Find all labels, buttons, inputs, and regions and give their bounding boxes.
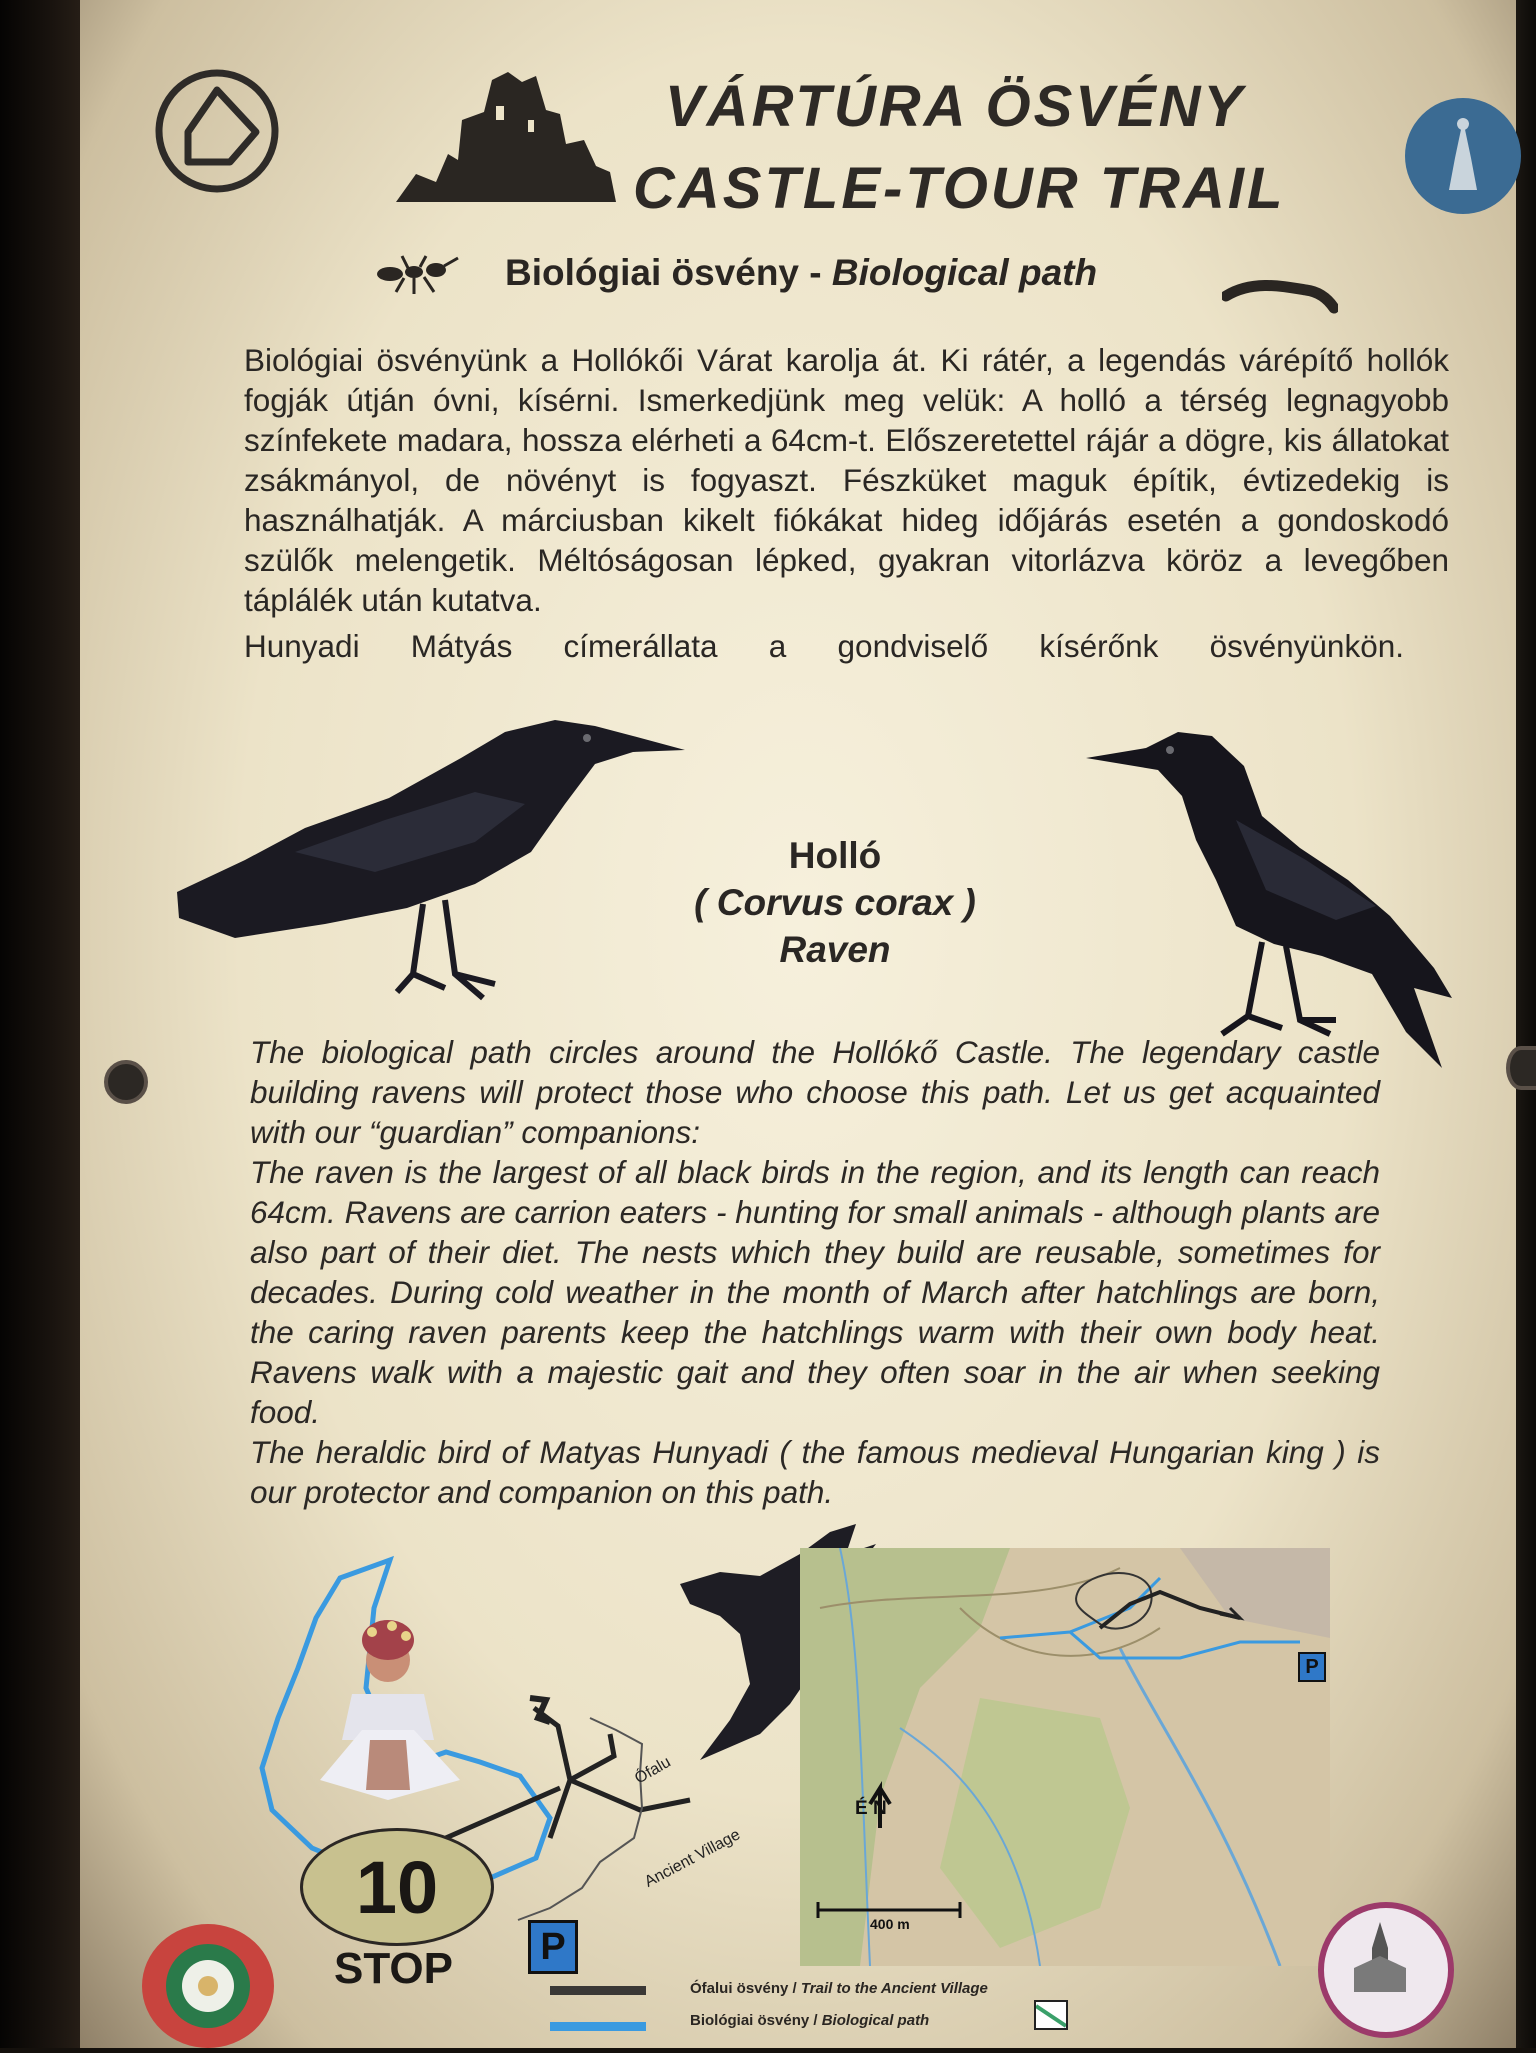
castle-ruin-icon [396, 62, 616, 212]
english-paragraph-1: The biological path circles around the Hollókő Castle. The legendary castle building ravens will protect those who choose this path. Let us get acquainted with our “guardian” companions: [250, 1034, 1380, 1150]
bird-name-english: Raven [779, 929, 891, 970]
map-north-label [855, 1798, 887, 1820]
mounting-screw-left [104, 1060, 148, 1104]
hungarian-paragraph: Biológiai ösvényünk a Hollókői Várat karolja át. Ki rátér, a legendás várépítő hollók fogják útján óvni, kísérni. Ismerkedjünk meg velük: A holló a térség legnagyobb színfekete madara, hossza elérheti a 64cm-t. Előszeretettel rájár a dögre, kis állatokat zsákmányol, de növényt is fogyaszt. Fészküket maguk építik, évtizedekig is használhatják. A márciusban kikelt fiókákat hideg időjárás esetén a gondoskodó szülők melengetik. Méltóságosan lépked, gyakran vitorlázva köröz a levegőben táplálék után kutatva. [244, 342, 1449, 618]
legend-bio-hu: Biológiai ösvény [690, 2012, 810, 2029]
wooden-frame-left [0, 0, 90, 2048]
parking-sign-left: P [528, 1920, 578, 1974]
village-label-hungarian: Ófalu [632, 1753, 674, 1788]
subtitle [505, 252, 1097, 294]
bird-name-block [640, 832, 1030, 973]
national-park-logo [142, 1924, 274, 2048]
bird-name-latin: ( Corvus corax ) [694, 882, 976, 923]
map-scale-label: 400 m [870, 1916, 910, 1932]
legend-separator-2: / [809, 2012, 822, 2029]
church-logo-icon [1318, 1902, 1454, 2038]
subtitle-hungarian: Biológiai ösvény [505, 252, 800, 293]
hungarian-closing-line: Hunyadi Mátyás címerállata a gondviselő kísérőnk ösvényünkön. [244, 628, 1404, 664]
stop-label: STOP [334, 1944, 454, 1993]
legend-village-en: Trail to the Ancient Village [800, 1980, 988, 1997]
hungarian-text-block [244, 340, 1449, 666]
subtitle-english: Biological path [831, 252, 1098, 293]
legend-line-biological-path [550, 2022, 646, 2031]
english-text-block [250, 1032, 1380, 1512]
map-north-en: N [872, 1798, 887, 1819]
stop-number-oval: 10 [300, 1828, 494, 1946]
english-paragraph-3: The heraldic bird of Matyas Hunyadi ( the famous medieval Hungarian king ) is our protector and companion on this path. [250, 1434, 1380, 1510]
info-badge-icon [1405, 98, 1521, 214]
legend-symbol-box [1034, 2000, 1068, 2030]
raven-illustration-left [175, 712, 700, 1032]
world-heritage-icon [152, 66, 282, 196]
village-label-english: Ancient Village [641, 1826, 744, 1891]
title-english: CASTLE-TOUR TRAIL [633, 156, 1286, 221]
english-paragraph-2: The raven is the largest of all black birds in the region, and its length can reach 64cm. Ravens are carrion eaters - hunting for small animals - although plants are also part of their diet. The nests which they build are reusable, sometimes for decades. During cold weather in the month of March after hatchlings are born, the caring raven parents keep the hatchlings warm with their own body heat. Ravens walk with a majestic gait and they often soar in the air when seeking food. [250, 1154, 1380, 1430]
worm-icon [1222, 278, 1338, 314]
folk-costume-girl-photo [300, 1590, 472, 1820]
parking-sign-map: P [1298, 1652, 1326, 1682]
mounting-screw-right [1506, 1046, 1536, 1090]
map-north-hu: É [855, 1798, 868, 1819]
legend-village-hu: Ófalui ösvény [690, 1980, 789, 1997]
legend-biological-path [690, 2012, 929, 2029]
title-hungarian: VÁRTÚRA ÖSVÉNY [665, 74, 1246, 139]
topographic-map [800, 1548, 1330, 1966]
legend-village-trail [690, 1980, 988, 1997]
legend-separator: / [788, 1980, 801, 1997]
bird-name-hungarian: Holló [788, 835, 882, 876]
ant-icon [374, 252, 460, 296]
legend-bio-en: Biological path [821, 2012, 930, 2029]
subtitle-separator: - [799, 252, 832, 293]
legend-line-village-trail [550, 1986, 646, 1995]
